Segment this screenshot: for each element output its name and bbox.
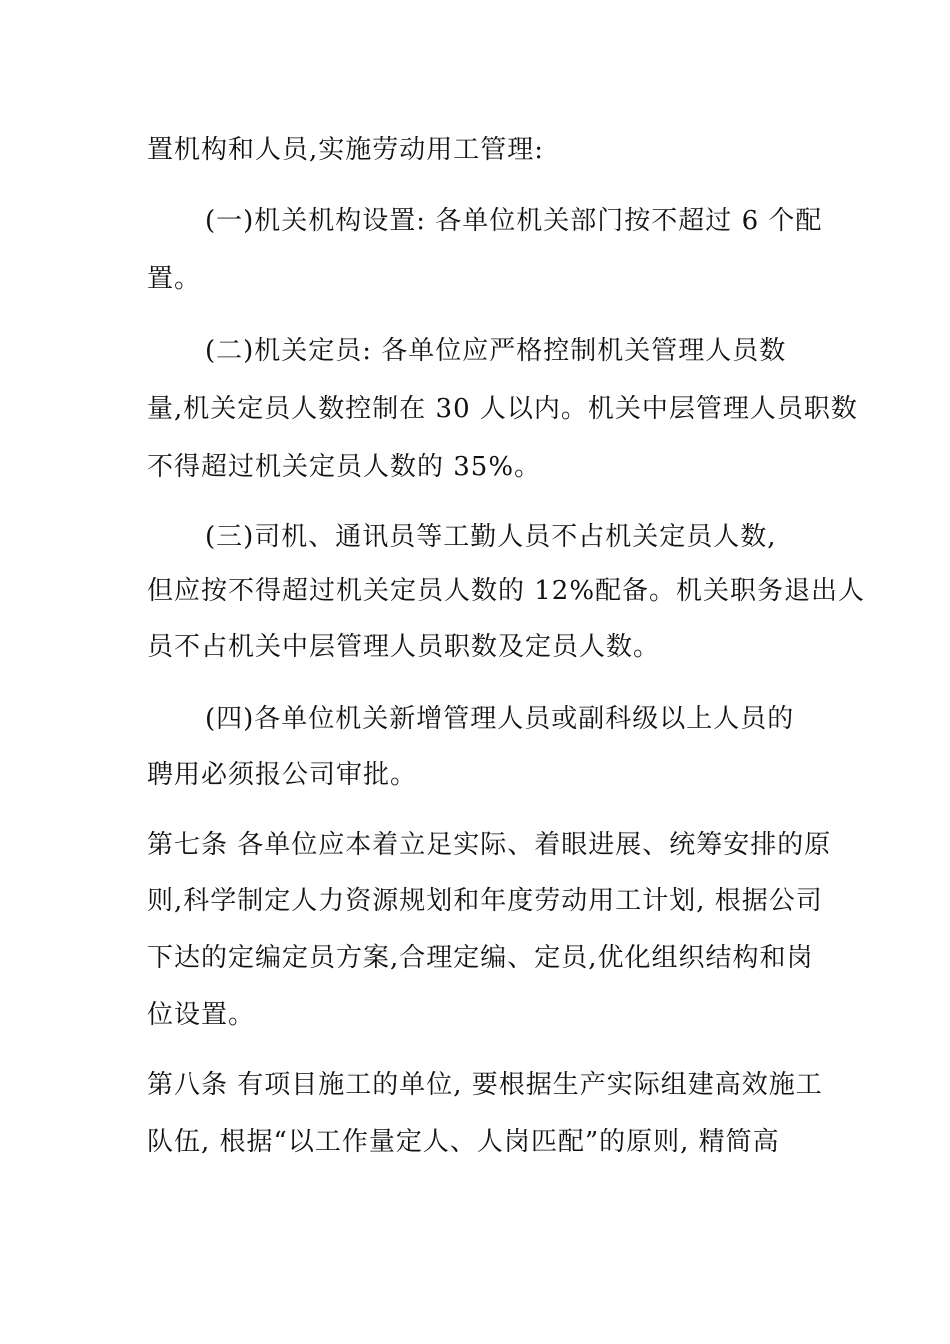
text-line: 量,机关定员人数控制在 30 人以内。机关中层管理人员职数 [147, 394, 858, 424]
text-line: 第八条 有项目施工的单位, 要根据生产实际组建高效施工 [147, 1070, 823, 1100]
text-line: 不得超过机关定员人数的 35%。 [147, 452, 542, 482]
text-line: 第七条 各单位应本着立足实际、着眼进展、统筹安排的原 [147, 830, 832, 860]
text-line: 位设置。 [147, 1000, 256, 1030]
text-line: 置机构和人员,实施劳动用工管理: [147, 135, 545, 165]
text-line: 下达的定编定员方案,合理定编、定员,优化组织结构和岗 [147, 943, 814, 973]
text-line: 队伍, 根据“以工作量定人、人岗匹配”的原则, 精简高 [147, 1127, 780, 1157]
text-line: 但应按不得超过机关定员人数的 12%配备。机关职务退出人 [147, 576, 866, 606]
text-line: 聘用必须报公司审批。 [147, 760, 418, 790]
text-line: (一)机关机构设置: 各单位机关部门按不超过 6 个配 [205, 206, 823, 236]
text-line: 则,科学制定人力资源规划和年度劳动用工计划, 根据公司 [147, 886, 823, 916]
text-line: (三)司机、通讯员等工勤人员不占机关定员人数, [205, 522, 777, 552]
text-line: (四)各单位机关新增管理人员或副科级以上人员的 [205, 704, 795, 734]
text-line: 员不占机关中层管理人员职数及定员人数。 [147, 632, 661, 662]
text-line: (二)机关定员: 各单位应严格控制机关管理人员数 [205, 336, 787, 366]
text-line: 置。 [147, 264, 202, 294]
